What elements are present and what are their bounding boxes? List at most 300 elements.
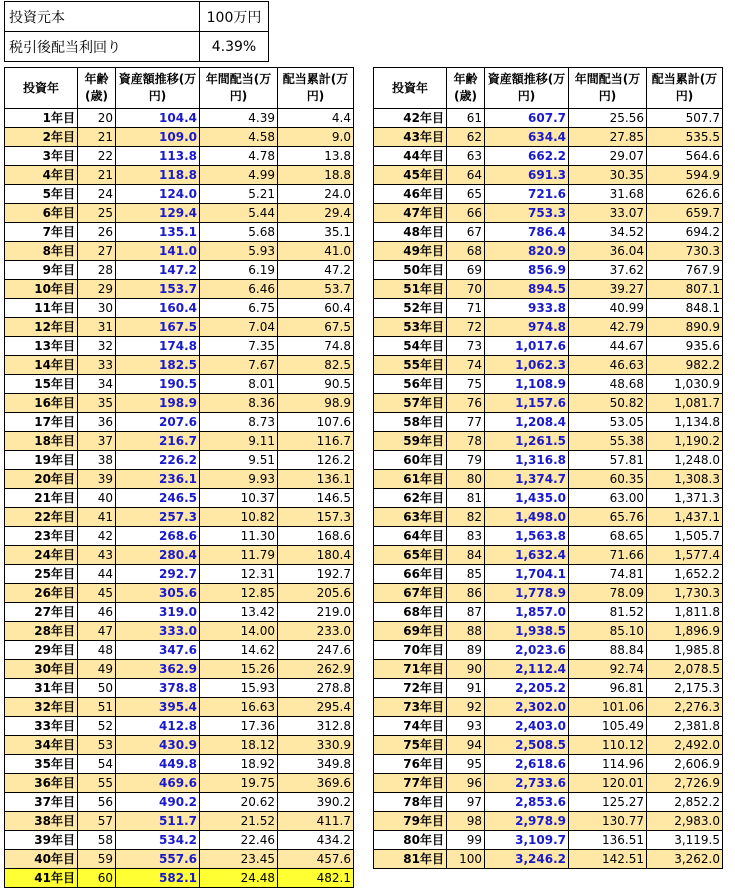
principal-row [5,2,269,32]
year-cell: 58年目 [374,413,447,432]
asset-cell: 216.7 [116,432,200,451]
age-cell: 42 [78,527,116,546]
dividend-cell: 57.81 [569,451,647,470]
asset-cell: 753.3 [485,204,569,223]
table-row [5,109,354,128]
age-cell: 50 [78,679,116,698]
year-cell: 73年目 [374,698,447,717]
asset-cell: 147.2 [116,261,200,280]
age-cell: 84 [447,546,485,565]
asset-cell: 268.6 [116,527,200,546]
asset-cell: 236.1 [116,470,200,489]
dividend-cell: 8.36 [200,394,278,413]
age-cell: 80 [447,470,485,489]
table-row [5,774,354,793]
table-row [374,831,723,850]
year-cell: 39年目 [5,831,78,850]
age-cell: 51 [78,698,116,717]
age-cell: 49 [78,660,116,679]
table-row [374,470,723,489]
dividend-cell: 120.01 [569,774,647,793]
age-cell: 40 [78,489,116,508]
dividend-cell: 29.07 [569,147,647,166]
table-body-right [374,109,723,869]
dividend-cell: 11.79 [200,546,278,565]
header-age: 年齢(歳) [447,68,485,109]
dividend-cell: 24.48 [200,869,278,888]
year-cell: 70年目 [374,641,447,660]
year-cell: 2年目 [5,128,78,147]
table-row [5,660,354,679]
age-cell: 35 [78,394,116,413]
cumulative-cell: 507.7 [647,109,723,128]
age-cell: 76 [447,394,485,413]
dividend-cell: 6.75 [200,299,278,318]
asset-cell: 198.9 [116,394,200,413]
dividend-cell: 31.68 [569,185,647,204]
dividend-cell: 63.00 [569,489,647,508]
age-cell: 58 [78,831,116,850]
cumulative-cell: 60.4 [278,299,354,318]
table-row [374,641,723,660]
dividend-cell: 15.93 [200,679,278,698]
age-cell: 28 [78,261,116,280]
age-cell: 29 [78,280,116,299]
dividend-cell: 9.93 [200,470,278,489]
dividend-cell: 17.36 [200,717,278,736]
age-cell: 34 [78,375,116,394]
year-cell: 79年目 [374,812,447,831]
age-cell: 46 [78,603,116,622]
year-cell: 43年目 [374,128,447,147]
year-cell: 80年目 [374,831,447,850]
table-header-row [374,68,723,109]
header-age: 年齢(歳) [78,68,116,109]
age-cell: 79 [447,451,485,470]
age-cell: 60 [78,869,116,888]
dividend-cell: 42.79 [569,318,647,337]
cumulative-cell: 107.6 [278,413,354,432]
asset-cell: 378.8 [116,679,200,698]
dividend-cell: 125.27 [569,793,647,812]
asset-cell: 933.8 [485,299,569,318]
cumulative-cell: 807.1 [647,280,723,299]
table-row [5,717,354,736]
cumulative-cell: 295.4 [278,698,354,717]
table-row [5,508,354,527]
principal-value: 100万円 [200,2,269,32]
table-row [374,109,723,128]
dividend-cell: 21.52 [200,812,278,831]
age-cell: 100 [447,850,485,869]
dividend-cell: 19.75 [200,774,278,793]
cumulative-cell: 434.2 [278,831,354,850]
dividend-cell: 65.76 [569,508,647,527]
yield-label: 税引後配当利回り [5,32,200,62]
dividend-cell: 4.39 [200,109,278,128]
header-asset: 資産額推移(万円) [116,68,200,109]
year-cell: 29年目 [5,641,78,660]
asset-cell: 490.2 [116,793,200,812]
header-dividend: 年間配当(万円) [200,68,278,109]
age-cell: 81 [447,489,485,508]
year-cell: 66年目 [374,565,447,584]
dividend-cell: 71.66 [569,546,647,565]
year-cell: 65年目 [374,546,447,565]
year-cell: 81年目 [374,850,447,869]
cumulative-cell: 1,730.3 [647,584,723,603]
cumulative-cell: 136.1 [278,470,354,489]
principal-label: 投資元本 [5,2,200,32]
year-cell: 4年目 [5,166,78,185]
table-row [374,356,723,375]
table-row [5,147,354,166]
asset-cell: 1,632.4 [485,546,569,565]
age-cell: 95 [447,755,485,774]
cumulative-cell: 116.7 [278,432,354,451]
age-cell: 70 [447,280,485,299]
cumulative-cell: 205.6 [278,584,354,603]
cumulative-cell: 24.0 [278,185,354,204]
cumulative-cell: 1,081.7 [647,394,723,413]
table-row [374,527,723,546]
table-row [374,337,723,356]
asset-cell: 2,023.6 [485,641,569,660]
dividend-cell: 10.82 [200,508,278,527]
asset-cell: 557.6 [116,850,200,869]
cumulative-cell: 482.1 [278,869,354,888]
cumulative-cell: 2,276.3 [647,698,723,717]
cumulative-cell: 390.2 [278,793,354,812]
table-row [374,850,723,869]
age-cell: 64 [447,166,485,185]
asset-cell: 129.4 [116,204,200,223]
dividend-cell: 30.35 [569,166,647,185]
table-row [374,242,723,261]
cumulative-cell: 1,505.7 [647,527,723,546]
cumulative-cell: 82.5 [278,356,354,375]
dividend-cell: 110.12 [569,736,647,755]
age-cell: 69 [447,261,485,280]
dividend-cell: 5.44 [200,204,278,223]
year-cell: 60年目 [374,451,447,470]
dividend-cell: 136.51 [569,831,647,850]
dividend-cell: 60.35 [569,470,647,489]
table-row [5,679,354,698]
dividend-cell: 74.81 [569,565,647,584]
cumulative-cell: 3,262.0 [647,850,723,869]
asset-cell: 1,108.9 [485,375,569,394]
age-cell: 75 [447,375,485,394]
projection-table-right [373,67,723,869]
year-cell: 25年目 [5,565,78,584]
asset-cell: 1,938.5 [485,622,569,641]
year-cell: 12年目 [5,318,78,337]
cumulative-cell: 35.1 [278,223,354,242]
table-row [374,299,723,318]
cumulative-cell: 1,985.8 [647,641,723,660]
year-cell: 42年目 [374,109,447,128]
age-cell: 65 [447,185,485,204]
age-cell: 38 [78,451,116,470]
dividend-cell: 5.93 [200,242,278,261]
year-cell: 54年目 [374,337,447,356]
table-row [374,812,723,831]
year-cell: 3年目 [5,147,78,166]
cumulative-cell: 535.5 [647,128,723,147]
dividend-cell: 22.46 [200,831,278,850]
dividend-cell: 6.46 [200,280,278,299]
table-row [374,679,723,698]
age-cell: 87 [447,603,485,622]
year-cell: 53年目 [374,318,447,337]
header-asset: 資産額推移(万円) [485,68,569,109]
year-cell: 11年目 [5,299,78,318]
table-row [374,223,723,242]
header-year: 投資年 [374,68,447,109]
age-cell: 83 [447,527,485,546]
cumulative-cell: 982.2 [647,356,723,375]
cumulative-cell: 180.4 [278,546,354,565]
cumulative-cell: 411.7 [278,812,354,831]
dividend-cell: 13.42 [200,603,278,622]
asset-cell: 786.4 [485,223,569,242]
year-cell: 47年目 [374,204,447,223]
age-cell: 55 [78,774,116,793]
table-row [374,185,723,204]
cumulative-cell: 247.6 [278,641,354,660]
age-cell: 92 [447,698,485,717]
year-cell: 18年目 [5,432,78,451]
table-row [5,812,354,831]
asset-cell: 691.3 [485,166,569,185]
dividend-cell: 6.19 [200,261,278,280]
cumulative-cell: 126.2 [278,451,354,470]
year-cell: 52年目 [374,299,447,318]
year-cell: 16年目 [5,394,78,413]
table-row [5,831,354,850]
year-cell: 13年目 [5,337,78,356]
table-row [5,527,354,546]
year-cell: 62年目 [374,489,447,508]
table-row [374,261,723,280]
table-row [5,337,354,356]
year-cell: 76年目 [374,755,447,774]
asset-cell: 820.9 [485,242,569,261]
asset-cell: 2,403.0 [485,717,569,736]
age-cell: 20 [78,109,116,128]
age-cell: 82 [447,508,485,527]
dividend-cell: 46.63 [569,356,647,375]
cumulative-cell: 53.7 [278,280,354,299]
asset-cell: 2,853.6 [485,793,569,812]
age-cell: 32 [78,337,116,356]
year-cell: 59年目 [374,432,447,451]
age-cell: 30 [78,299,116,318]
dividend-cell: 68.65 [569,527,647,546]
table-row [5,850,354,869]
table-row [5,128,354,147]
asset-cell: 257.3 [116,508,200,527]
table-row [374,147,723,166]
age-cell: 36 [78,413,116,432]
cumulative-cell: 659.7 [647,204,723,223]
asset-cell: 226.2 [116,451,200,470]
asset-cell: 174.8 [116,337,200,356]
table-row [374,280,723,299]
age-cell: 67 [447,223,485,242]
asset-cell: 3,109.7 [485,831,569,850]
table-row [5,432,354,451]
dividend-cell: 50.82 [569,394,647,413]
year-cell: 61年目 [374,470,447,489]
yield-row [5,32,269,62]
header-cumulative: 配当累計(万円) [278,68,354,109]
asset-cell: 469.6 [116,774,200,793]
year-cell: 34年目 [5,736,78,755]
cumulative-cell: 312.8 [278,717,354,736]
year-cell: 46年目 [374,185,447,204]
table-row [5,641,354,660]
year-cell: 7年目 [5,223,78,242]
asset-cell: 1,778.9 [485,584,569,603]
year-cell: 40年目 [5,850,78,869]
year-cell: 27年目 [5,603,78,622]
year-cell: 48年目 [374,223,447,242]
year-cell: 31年目 [5,679,78,698]
dividend-cell: 4.99 [200,166,278,185]
cumulative-cell: 2,606.9 [647,755,723,774]
age-cell: 90 [447,660,485,679]
asset-cell: 1,435.0 [485,489,569,508]
asset-cell: 3,246.2 [485,850,569,869]
dividend-cell: 5.21 [200,185,278,204]
table-row [374,508,723,527]
dividend-cell: 5.68 [200,223,278,242]
table-row [5,584,354,603]
age-cell: 48 [78,641,116,660]
year-cell: 44年目 [374,147,447,166]
year-cell: 64年目 [374,527,447,546]
age-cell: 44 [78,565,116,584]
table-row [374,318,723,337]
table-row [5,470,354,489]
year-cell: 23年目 [5,527,78,546]
year-cell: 74年目 [374,717,447,736]
cumulative-cell: 47.2 [278,261,354,280]
cumulative-cell: 2,175.3 [647,679,723,698]
cumulative-cell: 564.6 [647,147,723,166]
dividend-cell: 44.67 [569,337,647,356]
year-cell: 35年目 [5,755,78,774]
asset-cell: 167.5 [116,318,200,337]
table-row [374,565,723,584]
asset-cell: 182.5 [116,356,200,375]
age-cell: 26 [78,223,116,242]
asset-cell: 1,261.5 [485,432,569,451]
yield-value: 4.39% [200,32,269,62]
age-cell: 86 [447,584,485,603]
table-row [374,375,723,394]
dividend-cell: 25.56 [569,109,647,128]
cumulative-cell: 1,437.1 [647,508,723,527]
age-cell: 21 [78,166,116,185]
cumulative-cell: 168.6 [278,527,354,546]
table-row [374,413,723,432]
cumulative-cell: 330.9 [278,736,354,755]
cumulative-cell: 233.0 [278,622,354,641]
age-cell: 73 [447,337,485,356]
table-row [374,546,723,565]
table-row [5,413,354,432]
cumulative-cell: 935.6 [647,337,723,356]
year-cell: 24年目 [5,546,78,565]
cumulative-cell: 1,371.3 [647,489,723,508]
cumulative-cell: 1,652.2 [647,565,723,584]
asset-cell: 2,112.4 [485,660,569,679]
dividend-cell: 37.62 [569,261,647,280]
table-row [5,356,354,375]
year-cell: 38年目 [5,812,78,831]
asset-cell: 113.8 [116,147,200,166]
age-cell: 52 [78,717,116,736]
year-cell: 32年目 [5,698,78,717]
year-cell: 56年目 [374,375,447,394]
cumulative-cell: 767.9 [647,261,723,280]
asset-cell: 1,157.6 [485,394,569,413]
asset-cell: 104.4 [116,109,200,128]
year-cell: 5年目 [5,185,78,204]
asset-cell: 1,062.3 [485,356,569,375]
age-cell: 53 [78,736,116,755]
dividend-cell: 8.01 [200,375,278,394]
year-cell: 1年目 [5,109,78,128]
age-cell: 54 [78,755,116,774]
dividend-cell: 48.68 [569,375,647,394]
dividend-cell: 92.74 [569,660,647,679]
table-row [5,394,354,413]
asset-cell: 2,302.0 [485,698,569,717]
cumulative-cell: 29.4 [278,204,354,223]
cumulative-cell: 730.3 [647,242,723,261]
asset-cell: 856.9 [485,261,569,280]
cumulative-cell: 626.6 [647,185,723,204]
age-cell: 22 [78,147,116,166]
year-cell: 57年目 [374,394,447,413]
cumulative-cell: 90.5 [278,375,354,394]
table-row [374,622,723,641]
dividend-cell: 4.78 [200,147,278,166]
cumulative-cell: 1,811.8 [647,603,723,622]
table-row [5,261,354,280]
dividend-cell: 7.04 [200,318,278,337]
year-cell: 67年目 [374,584,447,603]
age-cell: 74 [447,356,485,375]
asset-cell: 2,508.5 [485,736,569,755]
table-row [5,546,354,565]
year-cell: 33年目 [5,717,78,736]
cumulative-cell: 890.9 [647,318,723,337]
age-cell: 31 [78,318,116,337]
table-row [5,204,354,223]
year-cell: 30年目 [5,660,78,679]
asset-cell: 141.0 [116,242,200,261]
asset-cell: 1,017.6 [485,337,569,356]
asset-cell: 2,733.6 [485,774,569,793]
dividend-cell: 9.11 [200,432,278,451]
dividend-cell: 18.12 [200,736,278,755]
table-row [5,375,354,394]
